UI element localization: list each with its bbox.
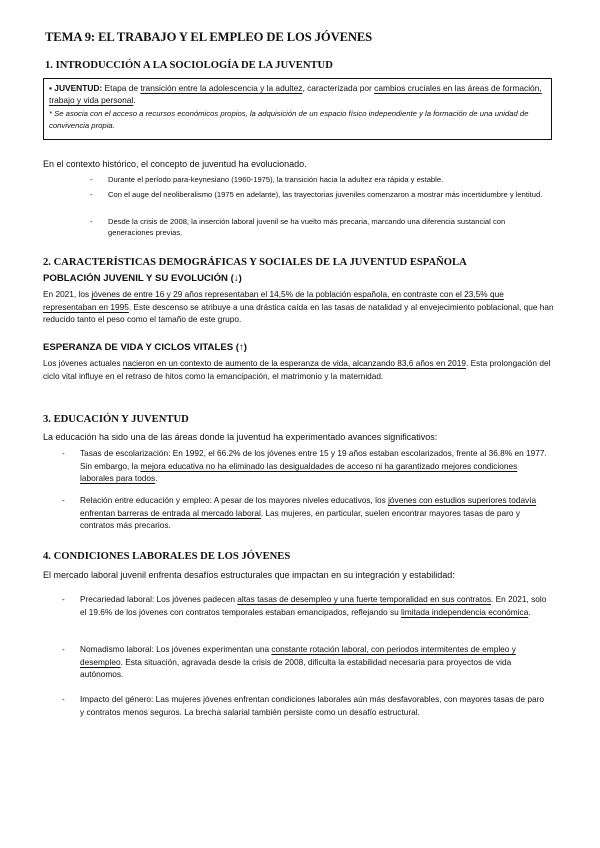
definition-underline-1: transición entre la adolescencia y la adultez [140, 83, 303, 93]
definition-underline-2: cambios cruciales en las áreas de formación, trabajo y vida personal [49, 83, 542, 106]
bullet-dash: - [62, 448, 65, 458]
definition-term: ▪ JUVENTUD: [49, 83, 103, 93]
bullet-dash: - [90, 217, 93, 226]
list-item: - Tasas de escolarización: En 1992, el 66.2% de los jóvenes entre 15 y 19 años estaban escolarizados, frente al 36.8% en 1977. Sin embargo, la mejora educativa no ha eliminado las desigualdades de acceso ni ha garantizado mejores condiciones laborales para todos. [62, 448, 547, 484]
bullet-dash: - [62, 644, 65, 654]
list-item: - Con el auge del neoliberalismo (1975 en adelante), las trayectorias juveniles comenzaron a mostrar más incertidumbre y lentitud. [90, 190, 543, 199]
bullet-dash: - [90, 175, 93, 184]
list-item: - Durante el período para-keynesiano (1960-1975), la transición hacia la adultez era rápida y estable. [90, 175, 444, 184]
definition-box [43, 78, 552, 140]
section-3-heading: 3. EDUCACIÓN Y JUVENTUD [43, 414, 189, 425]
section-3-intro: La educación ha sido una de las áreas donde la juventud ha experimentado avances significativos: [43, 432, 438, 442]
section-1-heading: 1. INTRODUCCIÓN A LA SOCIOLOGÍA DE LA JUVENTUD [45, 60, 333, 71]
bullet-dash: - [62, 594, 65, 604]
list-item: - Precariedad laboral: Los jóvenes padecen altas tasas de desempleo y una fuerte temporalidad en sus contratos. En 2021, solo el 19.6% de los jóvenes con contratos temporales estaban emancipados, reflejando su limitada independencia económica. [62, 594, 547, 617]
paragraph-poblacion: En 2021, los jóvenes de entre 16 y 29 años representaban el 14,5% de la población española, en contraste con el 23,5% que representaban en 1995. Este descenso se atribuye a una drástica caída en las tasas de natalidad y al envejecimiento poblacional, que han reducido tanto el peso como el tamaño de este grupo. [43, 289, 554, 325]
section-4-heading: 4. CONDICIONES LABORALES DE LOS JÓVENES [43, 551, 291, 562]
paragraph-esperanza: Los jóvenes actuales nacieron en un contexto de aumento de la esperanza de vida, alcanzando 83,6 años en 2019. Esta prolongación del ciclo vital influye en el retraso de hitos como la emancipación, el matrimonio y la maternidad. [43, 358, 551, 381]
subheading-poblacion: POBLACIÓN JUVENIL Y SU EVOLUCIÓN (↓) [43, 273, 242, 284]
section-2-heading: 2. CARACTERÍSTICAS DEMOGRÁFICAS Y SOCIALES DE LA JUVENTUD ESPAÑOLA [43, 257, 467, 268]
section-4-intro: El mercado laboral juvenil enfrenta desafíos estructurales que impactan en su integración y estabilidad: [43, 570, 455, 580]
bullet-dash: - [62, 495, 65, 505]
bullet-dash: - [90, 190, 93, 199]
bullet-dash: - [62, 694, 65, 704]
list-item: - Desde la crisis de 2008, la inserción laboral juvenil se ha vuelto más precaria, marcando una diferencia sustancial con generaciones previas. [90, 217, 506, 238]
list-item: - Relación entre educación y empleo: A pesar de los mayores niveles educativos, los jóvenes con estudios superiores todavía enfrentan barreras de entrada al mercado laboral. Las mujeres, en particular, suelen encontrar mayores tasas de paro y contratos más precarios. [62, 495, 537, 531]
section-1-intro: En el contexto histórico, el concepto de juventud ha evolucionado. [43, 159, 307, 169]
list-item: - Impacto del género: Las mujeres jóvenes enfrentan condiciones laborales aún más desfavorables, con mayores tasas de paro y contratos menos seguros. La brecha salarial también persiste como un desafío estructural. [62, 694, 544, 717]
subheading-esperanza: ESPERANZA DE VIDA Y CICLOS VITALES (↑) [43, 342, 247, 353]
definition-text: ▪ JUVENTUD: Etapa de transición entre la adolescencia y la adultez, caracterizada por cambios cruciales en las áreas de formación, trabajo y vida personal. [49, 83, 542, 106]
definition-note: * Se asocia con el acceso a recursos económicos propios, la adquisición de un espacio físico independiente y la formación de una unidad de convivencia propia. [49, 109, 529, 130]
document-title: TEMA 9: EL TRABAJO Y EL EMPLEO DE LOS JÓVENES [45, 30, 373, 44]
list-item: - Nomadismo laboral: Los jóvenes experimentan una constante rotación laboral, con periodos intermitentes de empleo y desempleo. Esta situación, agravada desde la crisis de 2008, dificulta la estabilidad necesaria para proyectos de vida autónomos. [62, 644, 516, 680]
